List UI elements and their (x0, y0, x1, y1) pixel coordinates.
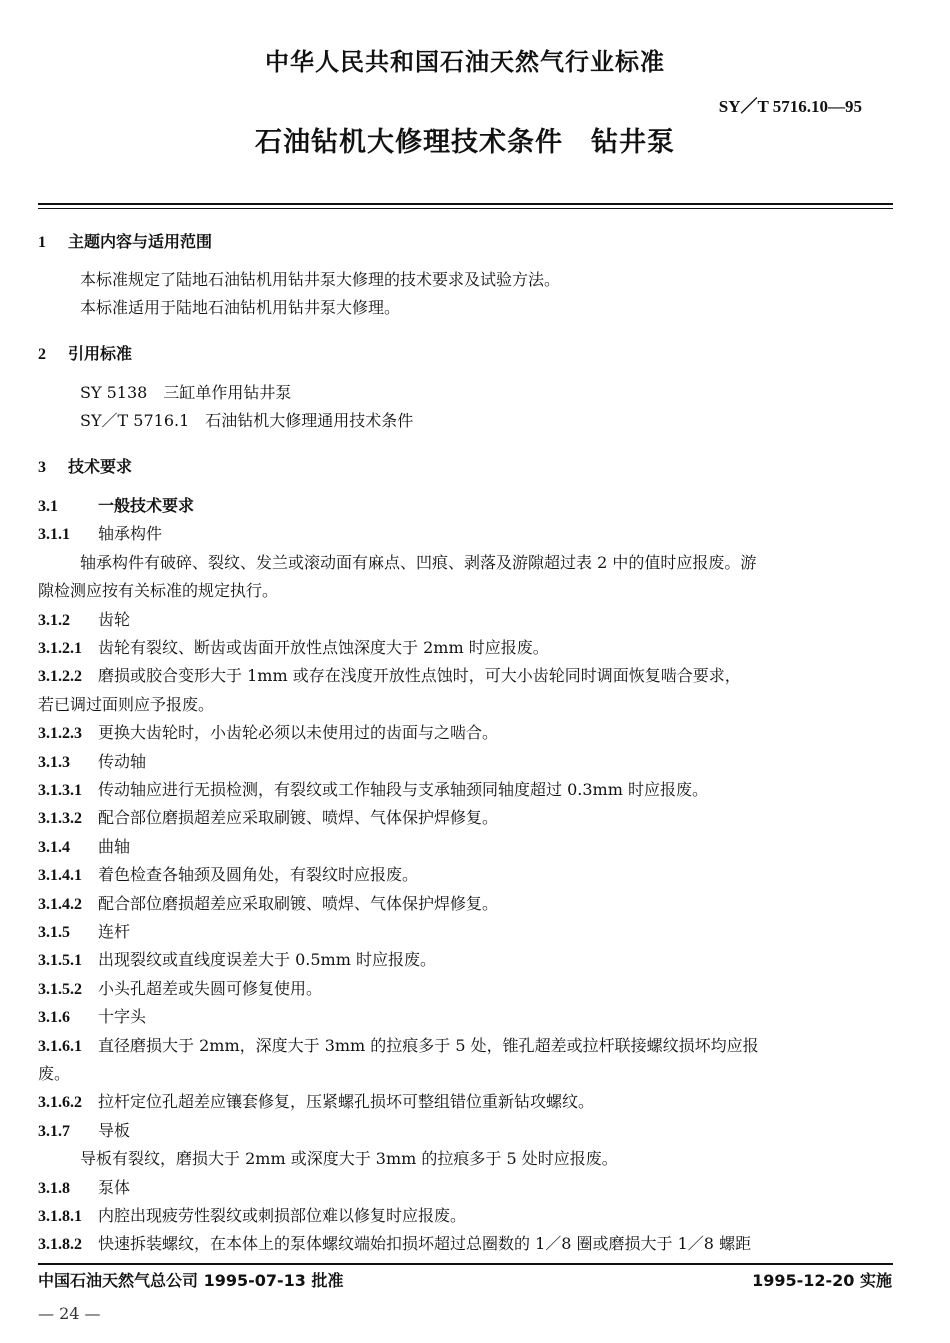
header-rule-thin (38, 208, 893, 209)
clause-text: 十字头 (98, 1007, 147, 1026)
issuing-authority: 中华人民共和国石油天然气行业标准 (265, 48, 665, 76)
clause-line (38, 865, 418, 886)
clause-number: 3.1.6.1 (38, 1038, 82, 1055)
clause-line (38, 1206, 466, 1227)
clause-number: 3.1.4 (38, 839, 70, 856)
clause-line (38, 1178, 130, 1199)
clause-line (38, 666, 741, 687)
clause-number: 3.1.4.2 (38, 896, 82, 913)
clause-number: 3.1.6.2 (38, 1094, 82, 1111)
clause-number: 3.1.2.2 (38, 668, 82, 685)
clause-text: 配合部位磨损超差应采取刷镀、喷焊、气体保护焊修复。 (98, 894, 499, 913)
header-rule (38, 203, 893, 205)
clause-text: 磨损或胶合变形大于 1mm 或存在浅度开放性点蚀时，可大小齿轮同时调面恢复啮合要求， (98, 666, 741, 685)
clause-line (38, 1121, 130, 1142)
standard-code: SY／T 5716.10—95 (718, 97, 862, 116)
clause-line (38, 524, 162, 545)
clause-number: 3.1.5.1 (38, 952, 82, 969)
clause-line (38, 950, 436, 971)
clause-number: 3.1.6 (38, 1009, 70, 1026)
clause-line (38, 1092, 594, 1113)
clause-line (38, 894, 498, 915)
clause-line (38, 979, 322, 1000)
approval-note: 中国石油天然气总公司 1995-07-13 批准 (38, 1271, 344, 1290)
clause-number: 3.1.3 (38, 754, 70, 771)
clause-text: 传动轴 (98, 752, 147, 771)
clause-number: 3.1 (38, 498, 58, 515)
clause-number: 3.1.2.3 (38, 725, 82, 742)
clause-line (38, 496, 194, 517)
clause-number: 3.1.8 (38, 1180, 70, 1197)
clause-line (38, 752, 146, 773)
clause-text: 一般技术要求 (98, 496, 195, 515)
paragraph: 本标准适用于陆地石油钻机用钻井泵大修理。 (80, 298, 401, 317)
clause-number: 3.1.1 (38, 526, 70, 543)
clause-text: 齿轮有裂纹、断齿或齿面开放性点蚀深度大于 2mm 时应报废。 (98, 638, 549, 657)
reference-item: SY／T 5716.1 石油钻机大修理通用技术条件 (80, 411, 414, 430)
clause-line (38, 610, 130, 631)
clause-line (38, 808, 498, 829)
clause-text: 出现裂纹或直线度误差大于 0.5mm 时应报废。 (98, 950, 436, 969)
footer-rule (38, 1263, 893, 1265)
clause-number: 3.1.4.1 (38, 867, 82, 884)
clause-text: 更换大齿轮时，小齿轮必须以未使用过的齿面与之啮合。 (98, 723, 499, 742)
clause-text: 轴承构件有破碎、裂纹、发兰或滚动面有麻点、凹痕、剥落及游隙超过表 2 中的值时应报废。游 (80, 553, 757, 572)
clause-continuation (80, 553, 756, 573)
clause-line (38, 638, 549, 659)
clause-number: 3.1.5 (38, 924, 70, 941)
section-heading: 3 技术要求 (38, 457, 133, 476)
clause-text: 曲轴 (98, 837, 131, 856)
clause-text: 废。 (38, 1064, 71, 1083)
clause-text: 快速拆装螺纹，在本体上的泵体螺纹端始扣损坏超过总圈数的 1／8 圈或磨损大于 1／8 螺距 (98, 1234, 752, 1253)
clause-continuation (38, 581, 278, 601)
clause-text: 导板 (98, 1121, 131, 1140)
clause-line (38, 1007, 146, 1028)
section-heading: 2 引用标准 (38, 344, 133, 363)
clause-text: 配合部位磨损超差应采取刷镀、喷焊、气体保护焊修复。 (98, 808, 499, 827)
clause-text: 拉杆定位孔超差应镶套修复，压紧螺孔损坏可整组错位重新钻攻螺纹。 (98, 1092, 595, 1111)
clause-text: 齿轮 (98, 610, 131, 629)
clause-text: 传动轴应进行无损检测，有裂纹或工作轴段与支承轴颈同轴度超过 0.3mm 时应报废。 (98, 780, 708, 799)
clause-text: 若已调过面则应予报废。 (38, 695, 215, 714)
clause-number: 3.1.2 (38, 612, 70, 629)
document-title: 石油钻机大修理技术条件 钻井泵 (255, 127, 675, 158)
clause-text: 直径磨损大于 2mm，深度大于 3mm 的拉痕多于 5 处，锥孔超差或拉杆联接螺纹损坏均应报 (98, 1036, 759, 1055)
clause-continuation (38, 1064, 70, 1084)
effective-date: 1995-12-20 实施 (752, 1271, 892, 1290)
clause-line (38, 1036, 759, 1057)
clause-continuation (38, 695, 214, 715)
clause-line (38, 1234, 751, 1255)
clause-line (38, 780, 708, 801)
clause-number: 3.1.3.1 (38, 782, 82, 799)
clause-number: 3.1.7 (38, 1123, 70, 1140)
clause-text: 泵体 (98, 1178, 131, 1197)
clause-text: 小头孔超差或失圆可修复使用。 (98, 979, 323, 998)
section-heading: 1 主题内容与适用范围 (38, 232, 213, 251)
clause-text: 连杆 (98, 922, 131, 941)
clause-line (38, 922, 130, 943)
clause-number: 3.1.8.2 (38, 1236, 82, 1253)
clause-number: 3.1.5.2 (38, 981, 82, 998)
paragraph: 本标准规定了陆地石油钻机用钻井泵大修理的技术要求及试验方法。 (80, 270, 561, 289)
clause-text: 隙检测应按有关标准的规定执行。 (38, 581, 279, 600)
clause-text: 内腔出现疲劳性裂纹或刺损部位难以修复时应报废。 (98, 1206, 467, 1225)
clause-number: 3.1.2.1 (38, 640, 82, 657)
clause-line (38, 837, 130, 858)
clause-line (38, 723, 498, 744)
page-number: — 24 — (38, 1304, 101, 1323)
clause-continuation (80, 1149, 618, 1169)
clause-text: 导板有裂纹，磨损大于 2mm 或深度大于 3mm 的拉痕多于 5 处时应报废。 (80, 1149, 618, 1168)
clause-number: 3.1.3.2 (38, 810, 82, 827)
clause-text: 轴承构件 (98, 524, 163, 543)
clause-number: 3.1.8.1 (38, 1208, 82, 1225)
reference-item: SY 5138 三缸单作用钻井泵 (80, 383, 292, 402)
clause-text: 着色检查各轴颈及圆角处，有裂纹时应报废。 (98, 865, 419, 884)
